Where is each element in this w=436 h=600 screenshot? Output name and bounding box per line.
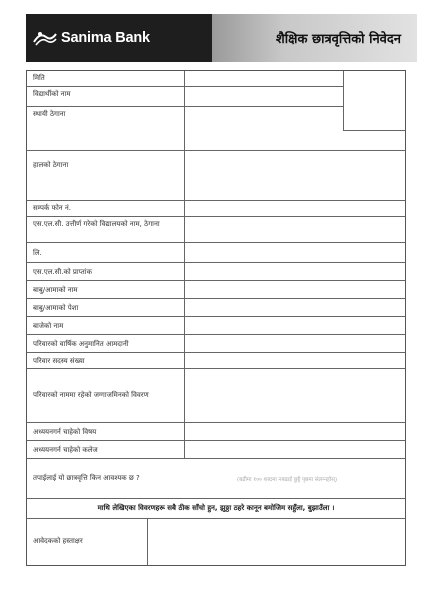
application-form xyxy=(26,70,406,566)
field-current-address: हालको ठेगाना xyxy=(27,151,405,201)
field-parent-occupation: बाबु/आमाको पेशा xyxy=(27,299,405,317)
signature-row xyxy=(27,519,405,565)
form-title: शैक्षिक छात्रवृत्तिको निवेदन xyxy=(275,32,401,47)
reason-hint: (बढीमा १०० शब्दमा नबढाई छुट्टै पृष्ठमा संलग्नहोस्) xyxy=(237,476,338,483)
field-li: लि. xyxy=(27,243,405,263)
field-reason: तपाईलाई यो छात्रवृत्ति किन आवश्यक छ ? (बढीमा १०० शब्दमा नबढाई छुट्टै पृष्ठमा संलग्नहोस्) xyxy=(27,459,405,499)
field-annual-income: परिवारको वार्षिक अनुमानित आमदानी xyxy=(27,335,405,353)
field-land-details: परिवारको नाममा रहेको जग्गाजमिनको विवरण xyxy=(27,369,405,423)
field-parent-name: बाबु/आमाको नाम xyxy=(27,281,405,299)
field-study-college: अध्ययनगर्न चाहेको कलेज xyxy=(27,441,405,459)
field-grandfather-name: बाजेको नाम xyxy=(27,317,405,335)
field-slc-marks: एस.एल.सी.को प्राप्तांक xyxy=(27,263,405,281)
field-contact-phone: सम्पर्क फोन नं. xyxy=(27,201,405,217)
field-slc-school: एस.एल.सी. उत्तीर्ण गरेको विद्यालयको नाम, ठेगाना xyxy=(27,217,405,243)
signature-label: आवेदकको हस्ताक्षर xyxy=(33,537,83,545)
brand-name: Sanima Bank xyxy=(61,30,150,46)
field-permanent-address: स्थायी ठेगाना xyxy=(27,107,405,151)
declaration-row xyxy=(27,499,405,519)
header-banner xyxy=(26,14,417,62)
sanima-logo-icon xyxy=(32,28,58,48)
title-block xyxy=(212,14,417,62)
declaration-text: माथि लेखिएका विवरणहरू सबै ठीक साँचो हुन, झुठ्ठा ठहरे कानून बमोजिम सहुँला, बुझाउँला । xyxy=(97,504,335,512)
field-study-subject: अध्ययनगर्न चाहेको विषय xyxy=(27,423,405,441)
field-student-name: विद्यार्थीको नाम xyxy=(27,87,343,107)
brand-block xyxy=(26,14,212,62)
field-date: मिति xyxy=(27,71,343,87)
field-family-members: परिवार सदस्य संख्या xyxy=(27,353,405,369)
